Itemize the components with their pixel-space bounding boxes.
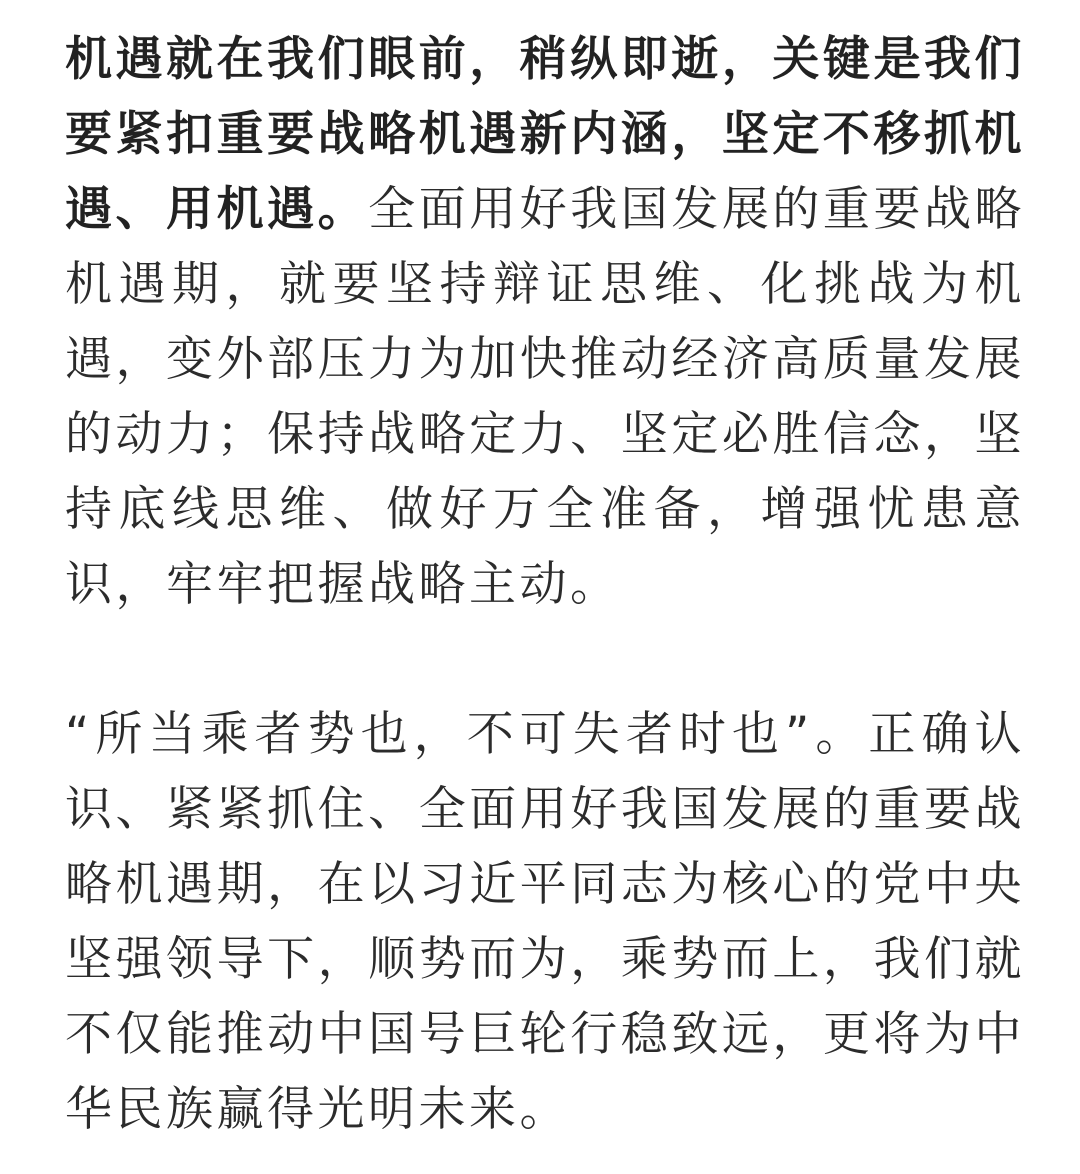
paragraph-1 [65, 22, 1025, 622]
paragraph-1-bold-lead: 机遇就在我们眼前，稍纵即逝，关键是我们要紧扣重要战略机遇新内涵，坚定不移抓机遇、用机遇。 [65, 32, 1025, 237]
paragraph-2-text: “所当乘者势也，不可失者时也”。正确认识、紧紧抓住、全面用好我国发展的重要战略机遇期，在以习近平同志为核心的党中央坚强领导下，顺势而为，乘势而上，我们就不仅能推动中国号巨轮行稳致远，更将为中华民族赢得光明未来。 [65, 707, 1025, 1137]
article-body [65, 22, 1025, 1147]
paragraph-1-text: 全面用好我国发展的重要战略机遇期，就要坚持辩证思维、化挑战为机遇，变外部压力为加快推动经济高质量发展的动力；保持战略定力、坚定必胜信念，坚持底线思维、做好万全准备，增强忧患意识，牢牢把握战略主动。 [65, 182, 1026, 612]
paragraph-2 [65, 697, 1025, 1147]
